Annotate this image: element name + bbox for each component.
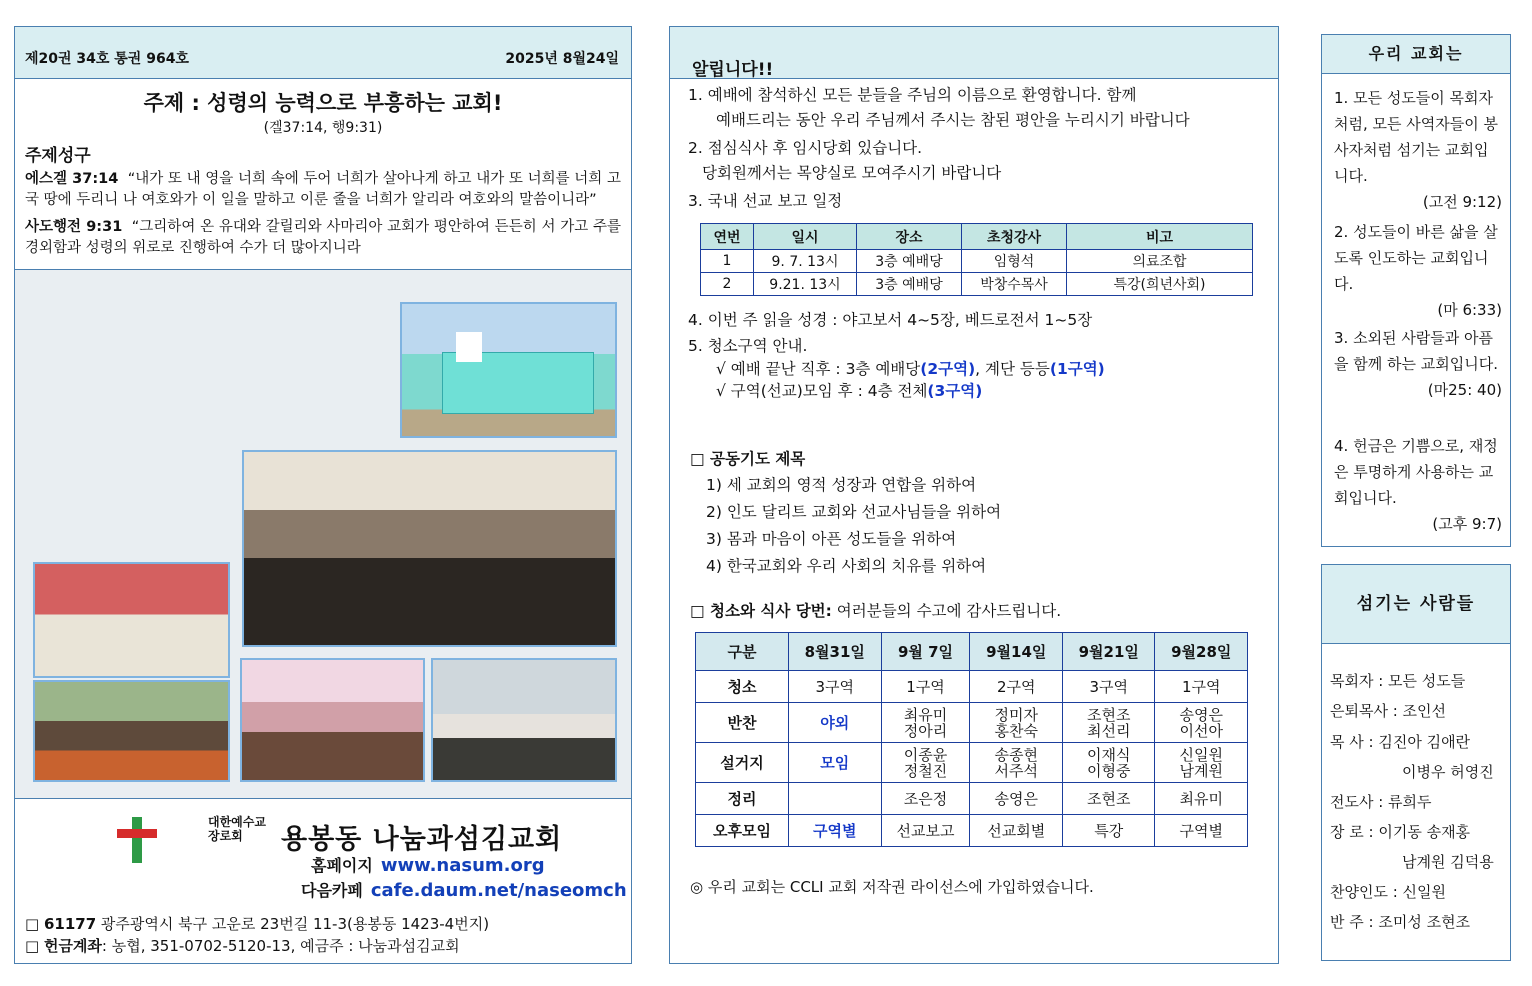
verse-2 xyxy=(25,217,621,259)
staff-row: 은퇴목사 : 조인선 xyxy=(1330,702,1447,720)
table-header: 9월21일 xyxy=(1062,633,1155,671)
account-line: □ 헌금계좌: 농협, 351-0702-5120-13, 예금주 : 나눔과섬김교회 xyxy=(25,937,460,955)
prayer-item: 2) 인도 달리트 교회와 선교사님들을 위하여 xyxy=(706,503,1002,521)
daum-cafe: 다음카페 cafe.daum.net/naseomch xyxy=(301,880,627,901)
staff-row: 남계원 김덕용 xyxy=(1402,853,1494,871)
staff-row: 이병우 허영진 xyxy=(1402,763,1494,781)
staff-row: 전도사 : 류희두 xyxy=(1330,793,1432,811)
village-ministry-photo xyxy=(33,680,230,782)
notice-3: 3. 국내 선교 보고 일정 xyxy=(688,192,843,210)
notices-panel xyxy=(669,26,1279,964)
verse-2-text: “그리하여 온 유대와 갈릴리와 사마리아 교회가 평안하여 든든히 서 가고 주를 경외함과 성령의 위로로 진행하여 수가 더 많아지니라 xyxy=(25,219,621,256)
children-class-photo xyxy=(431,658,617,782)
staff-row: 반 주 : 조미성 조현조 xyxy=(1330,913,1471,931)
mission-report-table xyxy=(700,223,1253,296)
notices-header xyxy=(670,27,1278,79)
verse-1 xyxy=(25,169,621,211)
table-row: 정리 조은정 송영은 조현조 최유미 xyxy=(696,783,1248,815)
table-row: 2 9.21. 13시 3층 예배당 박창수목사 특강(희년사회) xyxy=(701,273,1253,296)
vision-item: 2. 성도들이 바른 삶을 살도록 인도하는 교회입니다. (마 6:33) xyxy=(1334,223,1502,319)
bulletin-cover-panel xyxy=(14,26,632,964)
prayer-item: 3) 몸과 마음이 아픈 성도들을 위하여 xyxy=(706,530,957,548)
verse-1-text: “내가 또 내 영을 너희 속에 두어 너희가 살아나게 하고 내가 또 너희를 너희 고국 땅에 두리니 나 여호와가 이 일을 말하고 이룬 줄을 너희가 알리라 여호와의 말씀이니라” xyxy=(25,171,622,208)
notice-2b: 당회원께서는 목양실로 모여주시기 바랍니다 xyxy=(702,164,1002,182)
vision-item: 3. 소외된 사람들과 아픔을 함께 하는 교회입니다. (마25: 40) xyxy=(1334,329,1502,399)
ccli-notice: ◎ 우리 교회는 CCLI 교회 저작권 라이선스에 가입하였습니다. xyxy=(690,878,1094,896)
table-row: 반찬 야외 최유미 정아리 정미자 홍찬숙 조현조 최선리 송영은 이선아 xyxy=(696,703,1248,743)
verse-heading: 주제성구 xyxy=(25,146,91,166)
table-header: 9월 7일 xyxy=(881,633,970,671)
verse-1-ref: 에스겔 37:14 xyxy=(25,171,119,187)
prayer-item: 1) 세 교회의 영적 성장과 연합을 위하여 xyxy=(706,476,977,494)
theme-reference: (겔37:14, 행9:31) xyxy=(263,120,383,136)
prayer-item: 4) 한국교회와 우리 사회의 치유를 위하여 xyxy=(706,557,987,575)
table-header: 8월31일 xyxy=(789,633,882,671)
table-header: 구분 xyxy=(696,633,789,671)
table-header: 비고 xyxy=(1067,224,1253,250)
duty-table xyxy=(695,632,1248,847)
table-row: 1 9. 7. 13시 3층 예배당 임형석 의료조합 xyxy=(701,250,1253,273)
worship-service-photo xyxy=(242,450,617,647)
issue-date: 2025년 8월24일 xyxy=(505,51,619,67)
table-header: 9월28일 xyxy=(1155,633,1248,671)
notice-1b: 예배드리는 동안 우리 주님께서 주시는 참된 평안을 누리시기 바랍니다 xyxy=(716,111,1190,129)
notice-5b: √ 구역(선교)모임 후 : 4층 전체(3구역) xyxy=(716,382,983,400)
theme-title: 주제 : 성령의 능력으로 부흥하는 교회! xyxy=(143,91,503,115)
staff-row: 목회자 : 모든 성도들 xyxy=(1330,672,1466,690)
our-church-title: 우리 교회는 xyxy=(1322,35,1510,74)
prayer-title: □ 공동기도 제목 xyxy=(690,450,806,468)
notice-5a: √ 예배 끝난 직후 : 3층 예배당(2구역), 계단 등등(1구역) xyxy=(716,360,1105,378)
notice-1a: 1. 예배에 참석하신 모든 분들을 주님의 이름으로 환영합니다. 함께 xyxy=(688,86,1137,104)
homepage-link[interactable]: www.nasum.org xyxy=(380,855,545,876)
cafe-link[interactable]: cafe.daum.net/naseomch xyxy=(370,880,627,901)
table-header: 일시 xyxy=(754,224,857,250)
duty-title: □ 청소와 식사 당번: 여러분들의 수고에 감사드립니다. xyxy=(690,602,1062,620)
kimchi-sharing-photo xyxy=(240,658,425,782)
church-name: 용봉동 나눔과섬김교회 xyxy=(281,824,563,855)
verse-2-ref: 사도행전 9:31 xyxy=(25,219,123,235)
church-building-photo xyxy=(400,302,617,438)
staff-row: 목 사 : 김진아 김애란 xyxy=(1330,733,1471,751)
issue-header xyxy=(15,27,631,79)
denomination: 대한예수교 장로회 xyxy=(208,815,266,843)
notices-title: 알립니다!! xyxy=(692,60,774,80)
table-header: 9월14일 xyxy=(970,633,1063,671)
our-church-panel xyxy=(1321,34,1511,547)
rice-bags-photo xyxy=(33,562,230,678)
photo-collage xyxy=(15,269,631,799)
table-row: 오후모임 구역별 선교보고 선교회별 특강 구역별 xyxy=(696,815,1248,847)
issue-number: 제20권 34호 통권 964호 xyxy=(25,51,189,67)
servants-title: 섬기는 사람들 xyxy=(1322,565,1510,644)
homepage: 홈페이지 www.nasum.org xyxy=(311,855,545,876)
table-header: 연번 xyxy=(701,224,754,250)
vision-item: 4. 헌금은 기쁨으로, 재정은 투명하게 사용하는 교회입니다. (고후 9:7) xyxy=(1334,437,1502,533)
notice-2a: 2. 점심식사 후 임시당회 있습니다. xyxy=(688,139,923,157)
notice-4: 4. 이번 주 읽을 성경 : 야고보서 4~5장, 베드로전서 1~5장 xyxy=(688,311,1093,329)
servants-panel xyxy=(1321,564,1511,961)
table-header: 장소 xyxy=(857,224,962,250)
vision-item: 1. 모든 성도들이 목회자처럼, 모든 사역자들이 봉사자처럼 섬기는 교회입니다. (고전 9:12) xyxy=(1334,89,1502,211)
table-header: 초청강사 xyxy=(962,224,1067,250)
notice-5: 5. 청소구역 안내. xyxy=(688,337,808,355)
staff-row: 장 로 : 이기동 송재홍 xyxy=(1330,823,1471,841)
address-line: □ 61177 광주광역시 북구 고운로 23번길 11-3(용봉동 1423-4번지) xyxy=(25,915,490,933)
table-row: 청소 3구역 1구역 2구역 3구역 1구역 xyxy=(696,671,1248,703)
staff-row: 찬양인도 : 신일원 xyxy=(1330,883,1447,901)
church-cross-logo-icon xyxy=(117,817,157,863)
table-row: 설거지 모임 이종윤 정철진 송종현 서주석 이재식 이형중 신일원 남계원 xyxy=(696,743,1248,783)
